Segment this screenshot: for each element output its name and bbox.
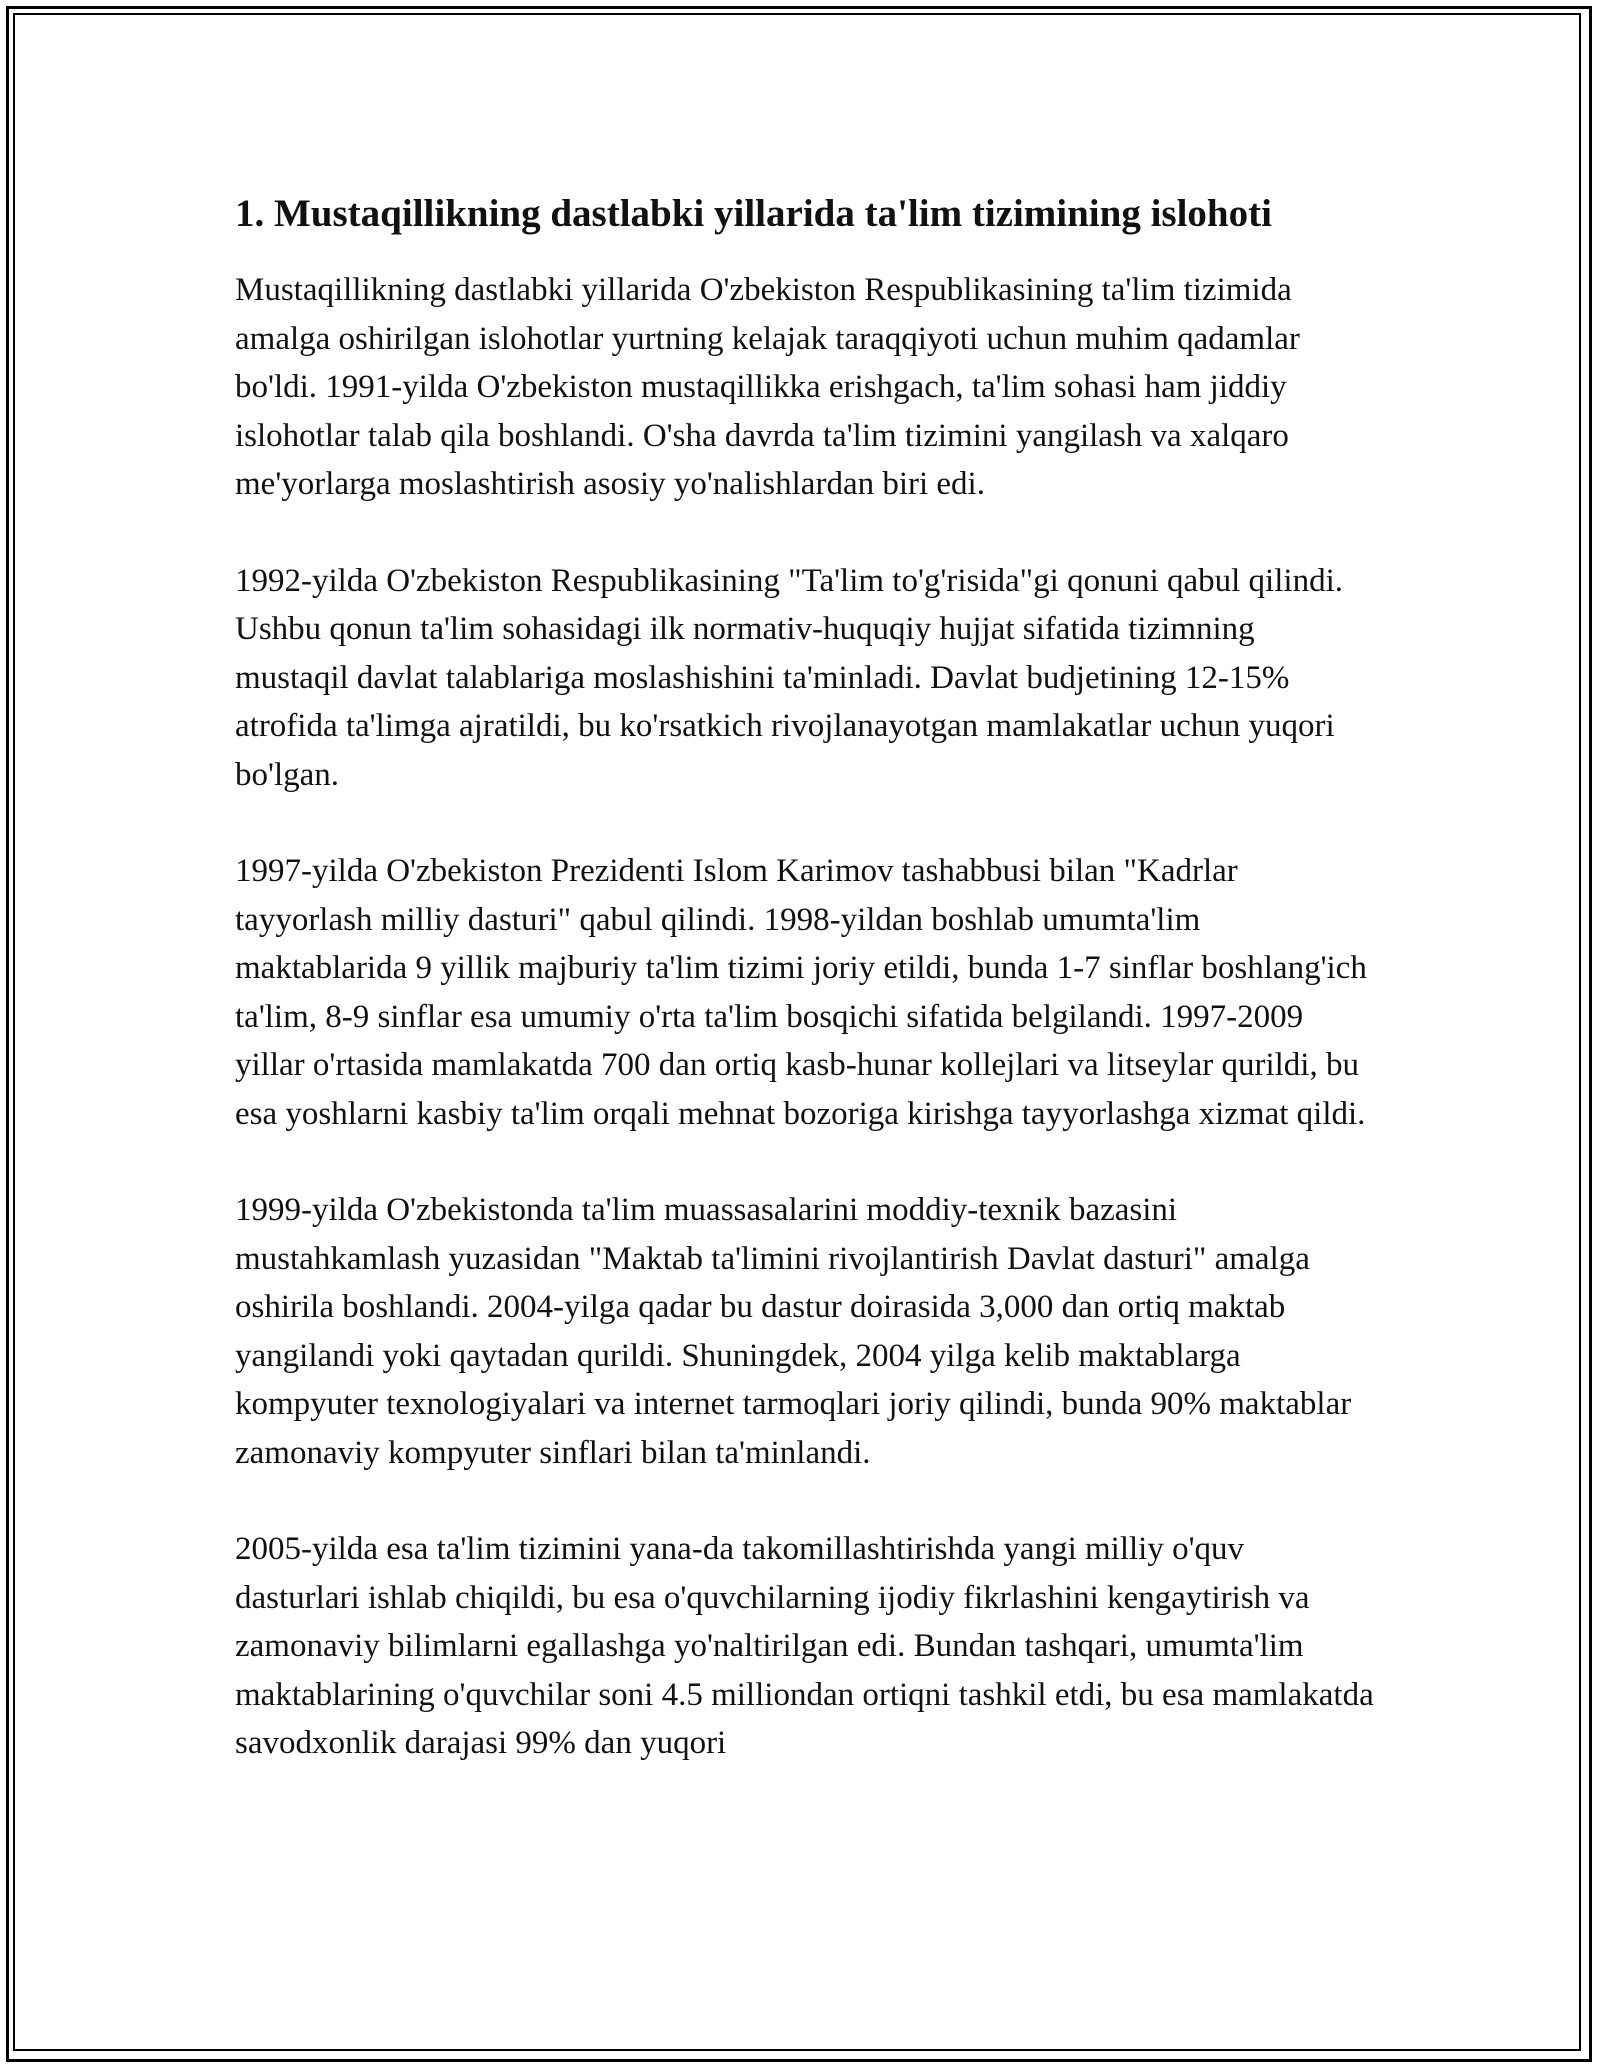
document-body (235, 188, 1375, 1816)
section-heading: 1. Mustaqillikning dastlabki yillarida ta'lim tizimining islohoti (235, 192, 1272, 235)
paragraph-2: 1992-yilda O'zbekiston Respublikasining "Ta'lim to'g'risida"gi qonuni qabul qilindi. Ushbu qonun ta'lim sohasidagi ilk normativ-huquqiy hujjat sifatida tizimning mustaqil davlat talablariga moslashishini ta'minladi. Davlat budjetining 12-15% atrofida ta'limga ajratildi, bu ko'rsatkich rivojlanayotgan mamlakatlar uchun yuqori bo'lgan. (235, 562, 1343, 793)
paragraph-3: 1997-yilda O'zbekiston Prezidenti Islom Karimov tashabbusi bilan "Kadrlar tayyorlash milliy dasturi" qabul qilindi. 1998-yildan boshlab umumta'lim maktablarida 9 yillik majburiy ta'lim tizimi joriy etildi, bunda 1-7 sinflar boshlang'ich ta'lim, 8-9 sinflar esa umumiy o'rta ta'lim bosqichi sifatida belgilandi. 1997-2009 yillar o'rtasida mamlakatda 700 dan ortiq kasb-hunar kollejlari va litseylar qurildi, bu esa yoshlarni kasbiy ta'lim orqali mehnat bozoriga kirishga tayyorlashga xizmat qildi. (235, 853, 1367, 1132)
paragraph-1: Mustaqillikning dastlabki yillarida O'zbekiston Respublikasining ta'lim tizimida amalga oshirilgan islohotlar yurtning kelajak taraqqiyoti uchun muhim qadamlar bo'ldi. 1991-yilda O'zbekiston mustaqillikka erishgach, ta'lim sohasi ham jiddiy islohotlar talab qila boshlandi. O'sha davrda ta'lim tizimini yangilash va xalqaro me'yorlarga moslashtirish asosiy yo'nalishlardan biri edi. (235, 272, 1300, 502)
paragraph-5: 2005-yilda esa ta'lim tizimini yana-da takomillashtirishda yangi milliy o'quv dasturlari ishlab chiqildi, bu esa o'quvchilarning ijodiy fikrlashini kengaytirish va zamonaviy bilimlarni egallashga yo'naltirilgan edi. Bundan tashqari, umumta'lim maktablarining o'quvchilar soni 4.5 milliondan ortiqni tashkil etdi, bu esa mamlakatda savodxonlik darajasi 99% dan yuqori (235, 1531, 1374, 1761)
paragraph-4: 1999-yilda O'zbekistonda ta'lim muassasalarini moddiy-texnik bazasini mustahkamlash yuzasidan "Maktab ta'limini rivojlantirish Davlat dasturi" amalga oshirila boshlandi. 2004-yilga qadar bu dastur doirasida 3,000 dan ortiq maktab yangilandi yoki qaytadan qurildi. Shuningdek, 2004 yilga kelib maktablarga kompyuter texnologiyalari va internet tarmoqlari joriy qilindi, bunda 90% maktablar zamonaviy kompyuter sinflari bilan ta'minlandi. (235, 1192, 1352, 1471)
